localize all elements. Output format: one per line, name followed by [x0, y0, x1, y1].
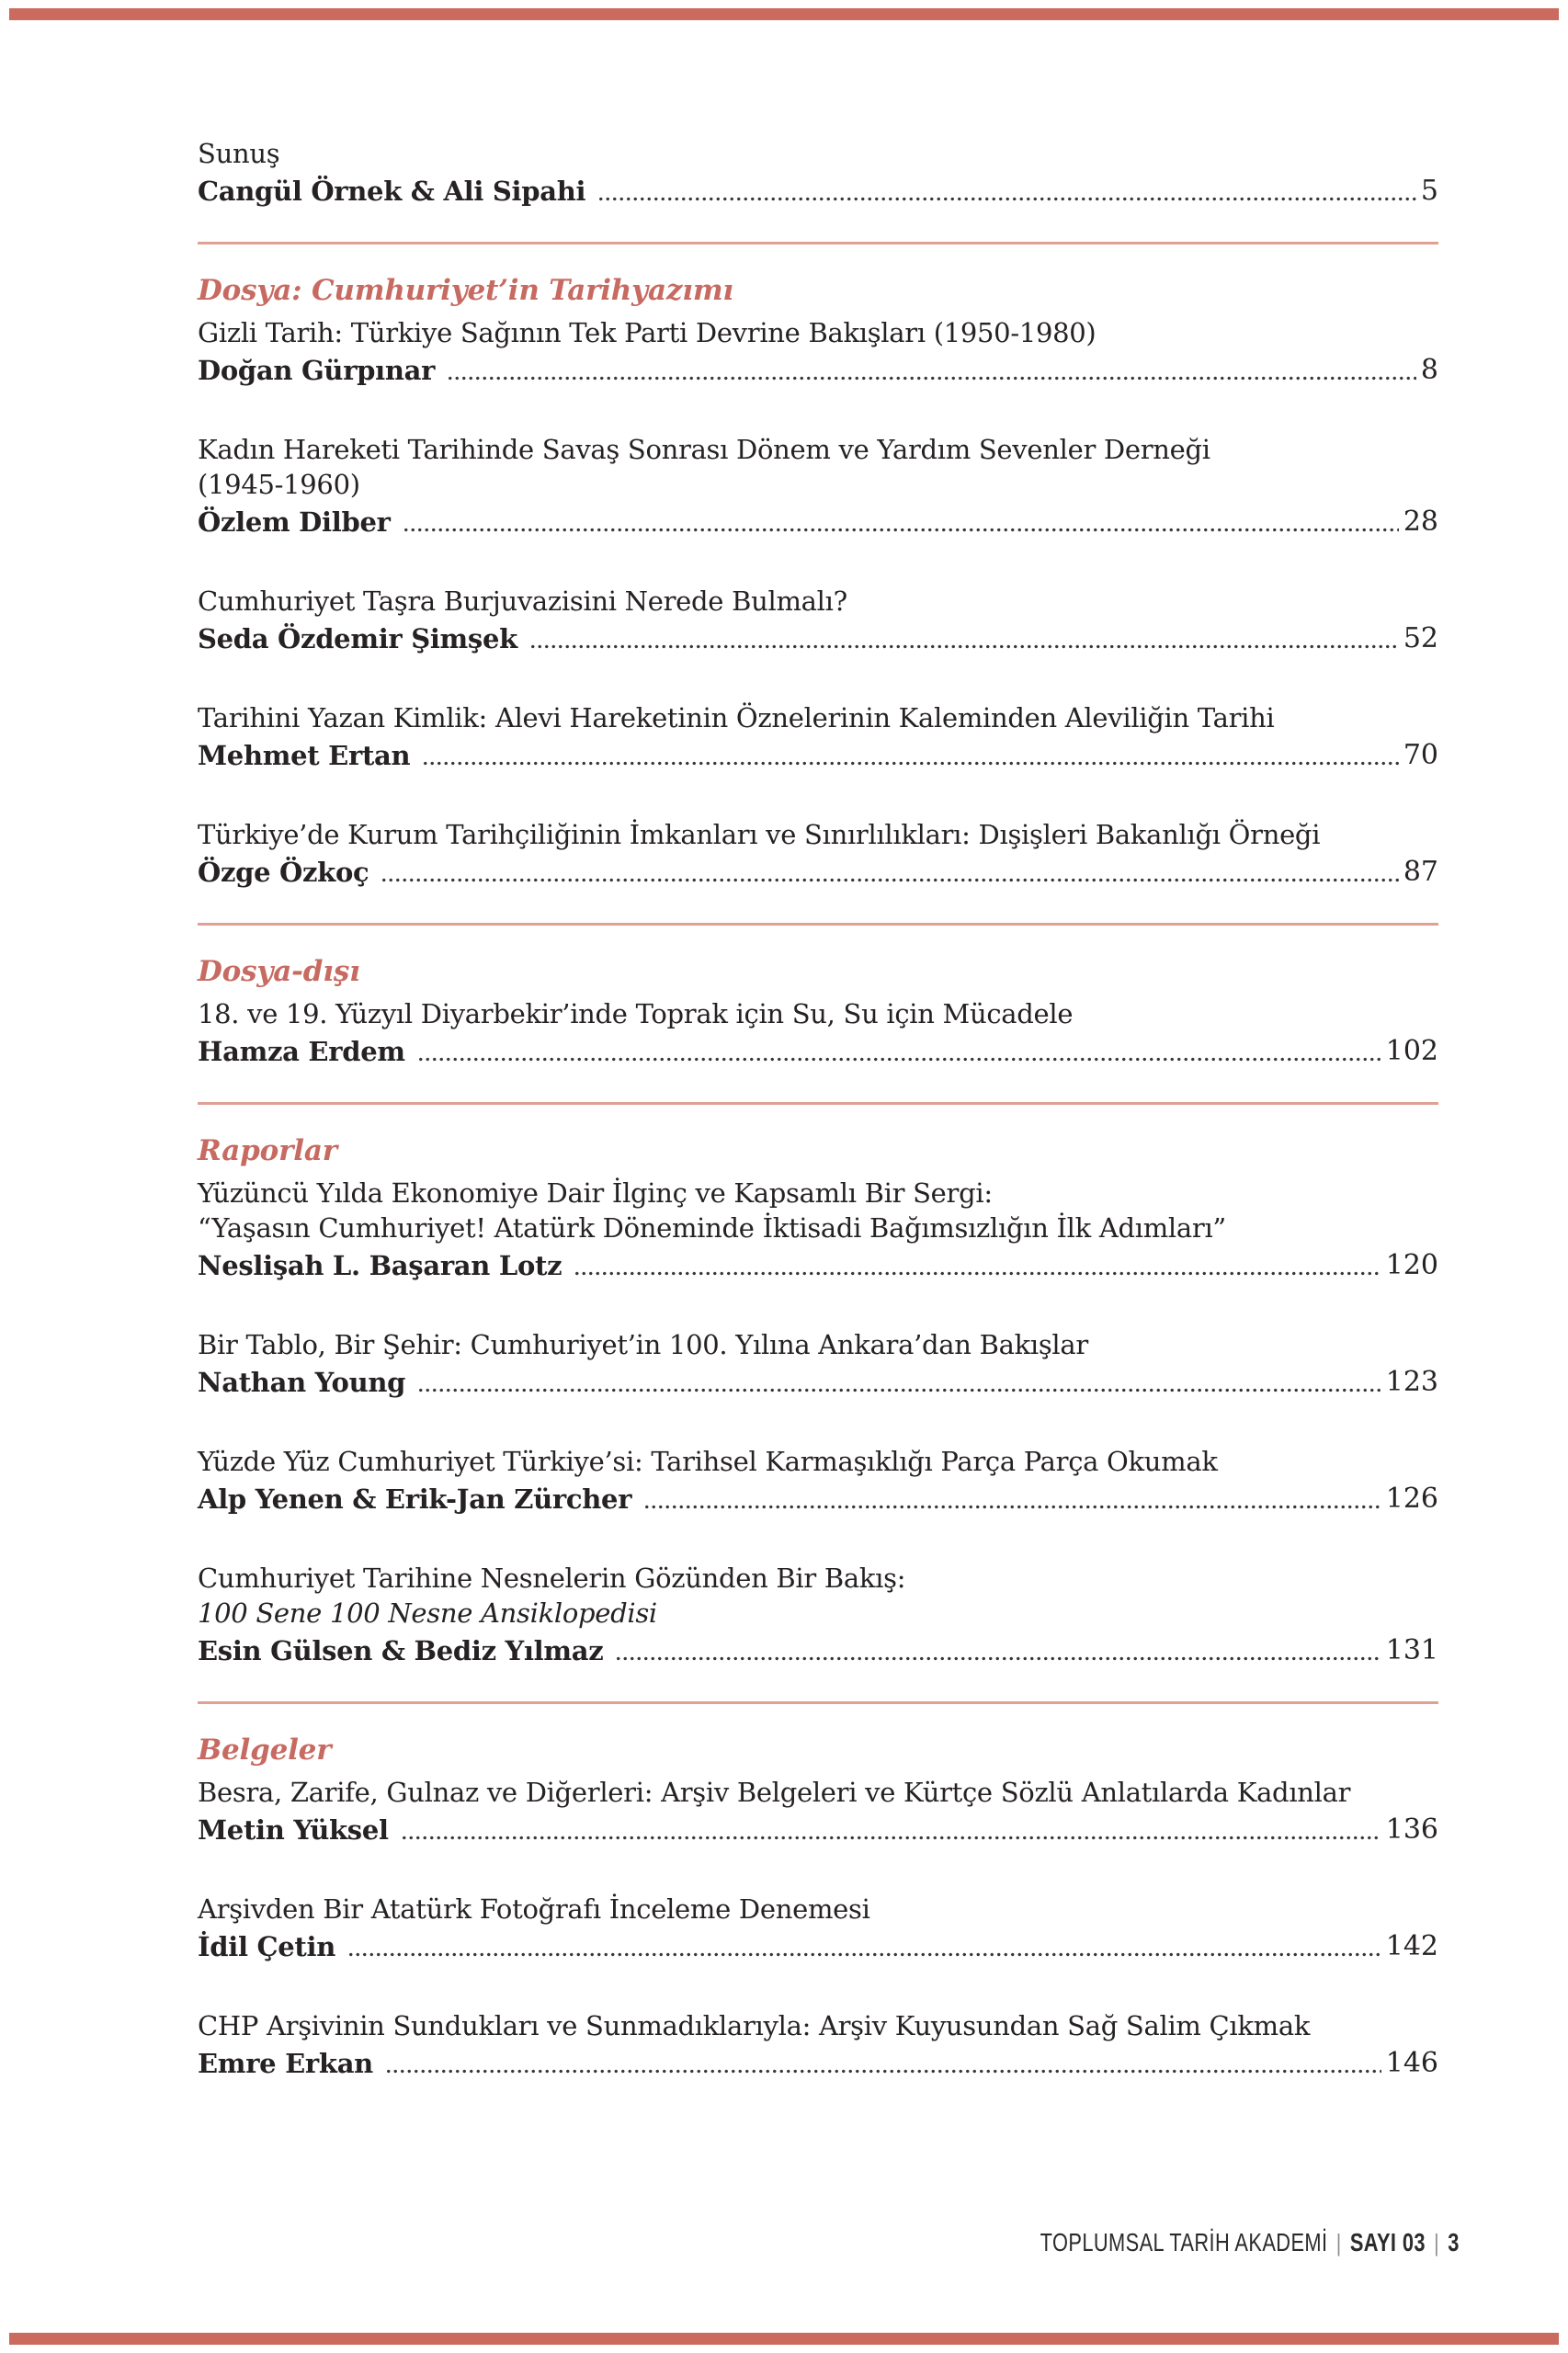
entry-author-row	[198, 1248, 1438, 1283]
section-heading: Dosya: Cumhuriyet’in Tarihyazımı	[198, 274, 733, 307]
dot-leader	[385, 2069, 1381, 2074]
page-footer	[1040, 2228, 1460, 2257]
entry-author-row	[198, 2046, 1438, 2081]
entry-titles	[198, 1561, 1438, 1631]
entry-author-row	[198, 1813, 1438, 1847]
section-entries	[198, 996, 1438, 1069]
toc-entry	[198, 1444, 1438, 1517]
entry-titles	[198, 432, 1438, 502]
entry-title: Yüzde Yüz Cumhuriyet Türkiye’si: Tarihsel Karmaşıklığı Parça Parça Okumak	[198, 1446, 1218, 1477]
table-of-contents	[198, 136, 1438, 2081]
top-edge-bar	[9, 8, 1559, 20]
entry-author-row	[198, 353, 1438, 388]
entry-page-number: 120	[1385, 1249, 1438, 1281]
entry-author-row	[198, 855, 1438, 890]
toc-entry	[198, 1892, 1438, 1964]
entry-title: Bir Tablo, Bir Şehir: Cumhuriyet’in 100. Yılına Ankara’dan Bakışlar	[198, 1329, 1088, 1360]
bottom-edge-bar	[9, 2333, 1559, 2345]
entry-author: Seda Özdemir Şimşek	[198, 623, 517, 654]
entry-author: Alp Yenen & Erik-Jan Zürcher	[198, 1483, 632, 1515]
entry-author: Emre Erkan	[198, 2048, 373, 2079]
entry-title: Arşivden Bir Atatürk Fotoğrafı İnceleme Denemesi	[198, 1893, 870, 1925]
toc-section	[198, 136, 1438, 209]
entry-titles	[198, 315, 1438, 350]
dot-leader	[447, 376, 1416, 381]
section-divider	[198, 1102, 1438, 1105]
entry-titles	[198, 1775, 1438, 1810]
section-heading: Dosya-dışı	[198, 955, 360, 988]
toc-section	[198, 923, 1438, 1069]
entry-title: 100 Sene 100 Nesne Ansiklopedisi	[198, 1597, 657, 1629]
dot-leader	[381, 878, 1398, 882]
entry-author: Neslişah L. Başaran Lotz	[198, 1250, 562, 1281]
toc-entry	[198, 2008, 1438, 2081]
dot-leader	[615, 1656, 1381, 1661]
entry-page-number: 52	[1403, 622, 1438, 654]
dot-leader	[422, 761, 1398, 766]
section-heading: Raporlar	[198, 1134, 337, 1167]
entry-title: Yüzüncü Yılda Ekonomiye Dair İlginç ve Kapsamlı Bir Sergi:	[198, 1177, 993, 1209]
entry-author-row	[198, 505, 1438, 540]
entry-page-number: 102	[1385, 1035, 1438, 1067]
toc-entry	[198, 432, 1438, 540]
entry-page-number: 131	[1385, 1634, 1438, 1666]
section-divider	[198, 923, 1438, 926]
entry-page-number: 142	[1385, 1930, 1438, 1962]
toc-section	[198, 1701, 1438, 2081]
dot-leader	[529, 644, 1399, 649]
entry-titles	[198, 584, 1438, 619]
entry-title: “Yaşasın Cumhuriyet! Atatürk Döneminde İktisadi Bağımsızlığın İlk Adımları”	[198, 1212, 1226, 1244]
footer-separator: |	[1434, 2229, 1440, 2256]
section-entries	[198, 1176, 1438, 1668]
entry-title: Sunuş	[198, 138, 280, 169]
entry-author-row	[198, 1633, 1438, 1668]
section-heading: Belgeler	[198, 1733, 332, 1767]
entry-titles	[198, 996, 1438, 1031]
entry-author: Hamza Erdem	[198, 1036, 405, 1067]
toc-entry	[198, 584, 1438, 656]
entry-page-number: 70	[1403, 739, 1438, 771]
entry-author: Mehmet Ertan	[198, 740, 411, 771]
entry-author-row	[198, 1365, 1438, 1400]
entry-author-row	[198, 1482, 1438, 1517]
entry-titles	[198, 2008, 1438, 2043]
toc-entry	[198, 817, 1438, 890]
entry-page-number: 8	[1420, 354, 1438, 386]
entry-titles	[198, 1327, 1438, 1362]
entry-page-number: 28	[1403, 506, 1438, 538]
entry-titles	[198, 1444, 1438, 1479]
toc-entry	[198, 1561, 1438, 1668]
toc-entry	[198, 700, 1438, 773]
entry-title: Cumhuriyet Tarihine Nesnelerin Gözünden Bir Bakış:	[198, 1563, 906, 1594]
toc-entry	[198, 1176, 1438, 1283]
dot-leader	[347, 1952, 1381, 1957]
toc-section	[198, 1102, 1438, 1668]
entry-titles	[198, 1892, 1438, 1927]
entry-author: Metin Yüksel	[198, 1814, 389, 1846]
dot-leader	[643, 1505, 1381, 1509]
entry-author: Özlem Dilber	[198, 506, 391, 538]
toc-entry	[198, 315, 1438, 388]
dot-leader	[417, 1057, 1381, 1062]
entry-author: Cangül Örnek & Ali Sipahi	[198, 176, 586, 207]
entry-title: Besra, Zarife, Gulnaz ve Diğerleri: Arşiv Belgeleri ve Kürtçe Sözlü Anlatılarda Kadınlar	[198, 1777, 1351, 1808]
entry-page-number: 87	[1403, 856, 1438, 888]
section-divider	[198, 242, 1438, 244]
dot-leader	[597, 197, 1416, 201]
dot-leader	[417, 1388, 1381, 1392]
entry-title: Tarihini Yazan Kimlik: Alevi Hareketinin Öznelerinin Kaleminden Aleviliğin Tarihi	[198, 702, 1275, 733]
footer-journal-title: TOPLUMSAL TARİH AKADEMİ	[1040, 2228, 1328, 2256]
entry-titles	[198, 136, 1438, 171]
toc-section	[198, 242, 1438, 890]
entry-title: Türkiye’de Kurum Tarihçiliğinin İmkanları ve Sınırlılıkları: Dışişleri Bakanlığı Örneği	[198, 819, 1321, 850]
entry-titles	[198, 700, 1438, 735]
toc-entry	[198, 1775, 1438, 1847]
section-divider	[198, 1701, 1438, 1704]
entry-author: Doğan Gürpınar	[198, 355, 436, 386]
entry-page-number: 5	[1420, 175, 1438, 207]
entry-title: Cumhuriyet Taşra Burjuvazisini Nerede Bulmalı?	[198, 585, 847, 617]
entry-page-number: 146	[1385, 2047, 1438, 2079]
entry-author-row	[198, 1034, 1438, 1069]
toc-entry	[198, 996, 1438, 1069]
entry-author-row	[198, 1929, 1438, 1964]
entry-title: Gizli Tarih: Türkiye Sağının Tek Parti Devrine Bakışları (1950-1980)	[198, 317, 1096, 348]
section-entries	[198, 136, 1438, 209]
entry-title: Kadın Hareketi Tarihinde Savaş Sonrası Dönem ve Yardım Sevenler Derneği	[198, 434, 1210, 465]
toc-entry	[198, 1327, 1438, 1400]
section-entries	[198, 315, 1438, 890]
toc-entry	[198, 136, 1438, 209]
footer-page-number: 3	[1448, 2228, 1460, 2256]
dot-leader	[401, 1836, 1381, 1840]
entry-author: İdil Çetin	[198, 1931, 336, 1962]
entry-author: Esin Gülsen & Bediz Yılmaz	[198, 1635, 604, 1666]
footer-separator: |	[1335, 2229, 1342, 2256]
entry-title: CHP Arşivinin Sundukları ve Sunmadıklarıyla: Arşiv Kuyusundan Sağ Salim Çıkmak	[198, 2010, 1311, 2041]
entry-author: Nathan Young	[198, 1367, 406, 1398]
entry-author-row	[198, 621, 1438, 656]
entry-titles	[198, 1176, 1438, 1245]
entry-title: 18. ve 19. Yüzyıl Diyarbekir’inde Toprak için Su, Su için Mücadele	[198, 998, 1074, 1029]
entry-page-number: 123	[1385, 1366, 1438, 1398]
entry-page-number: 126	[1385, 1483, 1438, 1515]
footer-issue-label: SAYI 03	[1350, 2228, 1426, 2256]
dot-leader	[403, 528, 1399, 532]
entry-author-row	[198, 738, 1438, 773]
dot-leader	[574, 1271, 1381, 1276]
entry-titles	[198, 817, 1438, 852]
entry-page-number: 136	[1385, 1813, 1438, 1846]
entry-title: (1945-1960)	[198, 469, 360, 500]
entry-author-row	[198, 174, 1438, 209]
entry-author: Özge Özkoç	[198, 857, 369, 888]
section-entries	[198, 1775, 1438, 2081]
